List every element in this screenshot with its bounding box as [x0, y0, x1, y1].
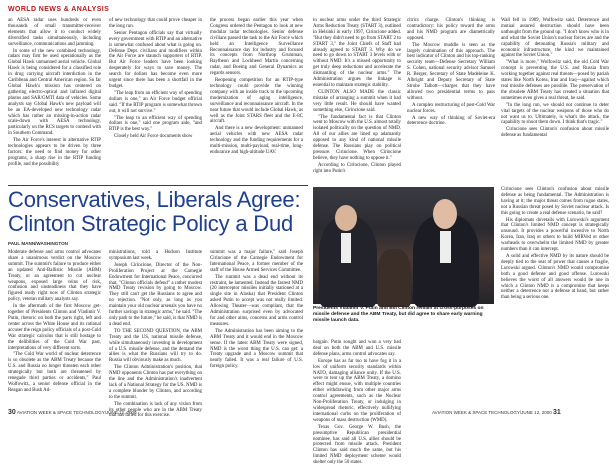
footer-left: [8, 409, 137, 416]
footer-right: [432, 409, 561, 416]
paragraph: in nuclear arms under the third Strategic Arms Reduction Treaty (START 3), outlined in Helsinki in early 1997, Cirincione added. "But they didn't need to go from START 2 to START 3," the Joint Chiefs of Staff had already agreed to START 3. Why do we need to go down to START 3 levels with or without NMD. It's a missed opportunity to get truly deep reductions and accelerate the dismantling of the nuclear arms." The Administration argues the linkage is essential to maintain strategic stability.: [313, 18, 401, 88]
body-column-2: [109, 250, 203, 419]
page-number: 31: [552, 409, 561, 416]
paragraph: "The leap from an efficient way of spending dollars is one," an Air Force budget official said. "If the RTIP program is somewhat thrown out, it will not survive.": [109, 90, 202, 114]
person-face: [433, 199, 457, 229]
body-column-3: [210, 250, 303, 405]
paragraph: CLINTON ALSO MADE the classic mistake of arranging a summit when it had very little result. He should have wanted something else, Cirincione said.: [313, 89, 401, 113]
paragraph: an AESA radar uses hundreds or even thousands of small transmitter-receiver elements that allow it to conduct widely diversified tasks simultaneously, including surveillance, communications and jamming.: [8, 18, 101, 47]
paragraph: The combination is lack of any vision from its other people who are in the ABM Treaty that has failed for this exercise.: [109, 401, 202, 419]
paragraph: According to Cirincione, Clinton played right into Putin's: [313, 162, 401, 174]
top-column-1: [8, 18, 101, 183]
paragraph: A complex restructuring of post-Cold War nuclear forces.: [407, 102, 495, 114]
publication-line: AVIATION WEEK & SPACE TECHNOLOGY/JUNE 12, 2000: [16, 410, 137, 415]
paragraph: ministrations, told a Hudson Institute symposium last week.: [109, 250, 202, 261]
paragraph: Texas Gov. George W. Bush, the presumptive Republican presidential nominee, has said all U.S. allies should be protected from missile attack. President Clinton has said much the same, but his limited NMD deployment scheme would shelter only the 50 states.: [313, 424, 401, 466]
paragraph: Cirincione sees Clinton's confusion about missile defense as fundamental: [501, 127, 609, 139]
paragraph: In some of the new combined technology, radars may first be used operationally as the Global Hawk unmanned aerial vehicle. Global Hawk is being considered for a classified role in drug carrying aircraft interdiction in the Caribbean and Central American region. So far Global Hawk's mission has centered on gathering electro-optical and infrared digital photos and SAR/GMTI data of vehicles. Some analysts say Global Hawk's new payload will be an EA-developed new technology radar which has rather an missing-in-action radar scale-down with AESA technology, particularly on the RCS targets to contend with in Southern Command.: [8, 48, 101, 137]
top-column-3: [210, 18, 303, 183]
article-headline: Conservatives, Liberals Agree: Clinton Strategic Policy a Dud: [8, 187, 301, 236]
paragraph: Cirincione sees Clinton's confusion about missile defense as being fundamental. The Administration is having at it; the major threat comes from rogue states, not a Russian threat posed by Soviet nuclear attack. Is this going to create a real defense scenario, he said?: [501, 187, 609, 216]
top-column-5: [407, 18, 495, 183]
byline: PAUL MANN/WASHINGTON: [8, 241, 68, 246]
paragraph: "The Cold War world of nuclear deterrence is so obsolete as the ABM Treaty because the U.S. and Russia no longer threaten each other strategically but both are threatened by renegade third parties or accidents," Paul Wolfowitz, a senior defense official in the Reagan and Bush Ad-: [8, 352, 101, 393]
paragraph: A new way of thinking of Soviet-era deterrence doctrine.: [407, 115, 495, 127]
paragraph: And there is a new development: unmanned aerial vehicles with new AESA radar technology and the funding requirements for a multi-mission, multi-payload, real-time, long-endurance and high-altitude UAV.: [210, 126, 303, 155]
publication-line: AVIATION WEEK & SPACE TECHNOLOGY/JUNE 12, 2000: [432, 410, 552, 415]
paragraph: Moderate defense and arms control advocates share a unanimous verdict on the Moscow summit. The summit's failure to produce either an updated Anti-Ballistic Missile (ABM) Treaty, or an agreement to cut nuclear weapons, exposed large veins of risk, confusion and unsteadiness that they have figured ready right now of Clinton strategic policy, veteran military analysts say.: [8, 250, 101, 303]
paragraph: of new technology that could prove cheaper in the long run.: [109, 18, 202, 29]
paragraph: A solid and effective NMD by its nature should be deeply tied to the seat of power that causes a fragile, Lurowski argued. Clinton's NMD would compromise both a good defense and good offense. Lurowski believes the worst of all answers would be one in which a Clinton NMD is a compromise that keeps neither a deterrence nor a defense at hand, but rather than being a serious one.: [501, 253, 609, 301]
paragraph: The Air Force's interest in alternative RTIP technologies appears to be driven by three factors: the need to find money for other programs, a sharp rise in the RTIP funding profile, and the possibility: [8, 138, 101, 167]
paragraph: His diplomats dovetails with Lurowski's argument that Clinton's limited NMD concept is strategically unsound. It provides a powerful incentive to North Korea, Iran, Iraq or others to build MIRVed or other warheads to overwhelm the limited NMD by greater numbers than it can intercept.: [501, 217, 609, 253]
paragraph: In the aftermath of the first Moscow get-together of Presidents Clinton and Vladimir V. Putin, rhetoric on both the parts right, left and center across the White House and its rational accuser the reign policy officials of a post-Cold War strategic calculus that is still hostage to the delibilities of the Cold War past, interpretations of very different sorts.: [8, 304, 101, 351]
body-column-4: [313, 340, 401, 466]
top-column-6: [501, 18, 609, 183]
section-header: WORLD NEWS & ANALYSIS: [8, 6, 110, 13]
top-column-2: [109, 18, 202, 183]
paragraph: The summit was a dead end without its restraint, he lamented. Instead the fastest NMD (20 interceptor missiles initially stationed at a single site in Alaska) that President Clinton asked Putin to accept was not really limited. Allowing Theater—was compliant, that the Administration surprised even by advocated for and other aims, concerns and arms control measures.: [210, 274, 303, 327]
paragraph: The Clinton Administration's position, that NMD opponents Clinton has put everything on the line and the Administration's inadvertent lack of a National Strategy for the US. NMD is a complete blunder by Clinton, and according to the summit.: [109, 365, 202, 400]
paragraph: The Moscow muddle is seen as the largely culmination of this approach. The best indicator of Clinton and his top-ranking security team—Defense Secretary William S. Cohen, national security advisor Samuel R. Berger, Secretary of State Madeleine K. Albright and Deputy Secretary of State Strobe Talbott—charges that they have allowed two presidential terms to pass without.: [407, 42, 495, 101]
page-number: 30: [8, 409, 16, 416]
paragraph: Senior Pentagon officials say that virtually every government with RTIP and an alternative is somewhat confused about what is going on. Defense Dept. civilians and modifiers within the Air Force are staunch supporters of RTIP. But Air Force leaders have been looking desperately for ways to save money. The search for dollars has become even more urgent since there has been a shortfall in the budget.: [109, 30, 202, 89]
person-figure: [377, 249, 411, 307]
top-column-4: [313, 18, 401, 183]
person-shirt: [440, 231, 451, 263]
summit-photo: [313, 187, 494, 304]
body-column-5: [407, 340, 495, 406]
photo-caption: Presidents Vladimir V. Putin and Bill Clinton remain at cross-purposes on missile defense and the ABM Treaty, but did agree to share early warning missile launch data.: [313, 306, 484, 323]
paragraph: Europe has as far too to have fog it in a low of uniform security standards within NATO, damaging alliance unity. If the U.S. were to tear up the ABM Treaty, a domino effect might ensue, with multiple countries either withdrawing from other major arms control agreements, such as the Nuclear Non-Proliferation Treaty, or indulging in widespread rhetoric, effectively nullifying international curbs on the proliferation of weapons of mass destruction (WMD).: [313, 358, 401, 423]
paragraph: "What is more," Wolfowitz said, the old Cold War concept is preventing the U.S. and Russia from working together against real threats—posed by pariah states like North Korea, Iran and Iraq—against which real missile defenses are possible. The preservation of the obsolete ABM Treaty has created a situation that sometimes even gives a real threat, he said.: [501, 60, 609, 101]
paragraph: Joseph Cirincione, Director of the Non-Proliferation Project at the Carnegie Endowment for International Peace, concurred that, "Clinton officials defend" a rather modest NMD Treaty revision by going to Moscow. They still can't get the Russians to agree and no rejection. "Not only, as long as you maintain your old nuclear arsenals you have no further savings in strategic arms," he said. "The only path to the future," he said, is that NMD is a dead end.: [109, 262, 203, 327]
body-column-6: [501, 187, 609, 406]
paragraph: "The fundamental fact is that Clinton went to Moscow with the U.S. almost totally isolated politically on the question of NMD. All of our allies are lined up adamantly opposed to any kind of national missile defense. The Russians play on political pressure. Cirincione. When Cirincione believe, they have nothing to oppose it.": [313, 114, 401, 161]
paragraph: citrics charge. Clinton's thinking is contradictory: his policy toward the arms and his NMD program are diametrically opposed.: [407, 18, 495, 41]
paragraph: "The leap to an efficient way of spending dollars is one," said one program aide, "and RTIP is the best way.": [109, 115, 202, 133]
paragraph: Wall fell in 1989, Wolfowitz said. Deterrence and mutual assured destruction should have been unthought from the ground up. "I don't know who is in and what the Soviet Union's nuclear forces are and the capability of detonating Russia's military and economic infrastructure, the kind we maintained against the Soviet Union.": [501, 18, 609, 59]
paragraph: bargain. Putin sought and won a very bad deal on both the ABM and U.S. missile defense plans, arms control advocates say.: [313, 340, 401, 357]
person-face: [335, 205, 357, 231]
person-shirt: [341, 233, 351, 263]
paragraph: "In the long run, we should not continue to deter vital targets of the nuclear weapons of those who do not want us to. Ultimately, is what's the attack, the capability to shoot them down. I think that's tragic.": [501, 102, 609, 126]
paragraph: Reopening competition for an RTIP-type technology could provide the winning company with an inside track to the upcoming modernization of aging intelligence, surveillance and reconnaissance aircraft. In the near future that would include Global Hawk, as well as the Joint STARS fleet and the E-8C aircraft.: [210, 78, 303, 125]
paragraph: The Administration has been aiming to the ABM Treaty and it would end in the Moscow sense. If the latest ABM Treaty were signed, NMD is the worst thing the U.S. can get: a Treaty upgrade and a Moscow summit that nearly failed. It was a real failure of U.S. foreign policy.: [210, 328, 303, 370]
headline-rule: [8, 185, 308, 186]
paragraph: the process began earlier this year when Congress ordered the Pentagon to look at new modular radar technologies. Senior defense civilians passed the task to the Air Force which held an Intelligence Surveillance Reconnaissance day for industry and focused its concepts from Northrop Grumman, Raytheon and Lockheed Martin concerning radar, and Boeing and General Dynamics as regards sensors.: [210, 18, 303, 77]
body-column-1: [8, 250, 101, 405]
paragraph: summit was a major failure," said Joseph Cirincione of the Carnegie Endowment for International Peace, a former member of the staff of the House Armed Services Committee.: [210, 250, 303, 273]
paragraph: Closely held Air Force documents show: [114, 134, 193, 140]
paragraph: TO THE SECOND QUESTION, the ABM Treaty and the US, national missile defense, while simultaneously investing in development of a U.S. missile defense, and the demand the allies is what the Russians will try to do. Russia will obviously make as much.: [109, 328, 202, 364]
